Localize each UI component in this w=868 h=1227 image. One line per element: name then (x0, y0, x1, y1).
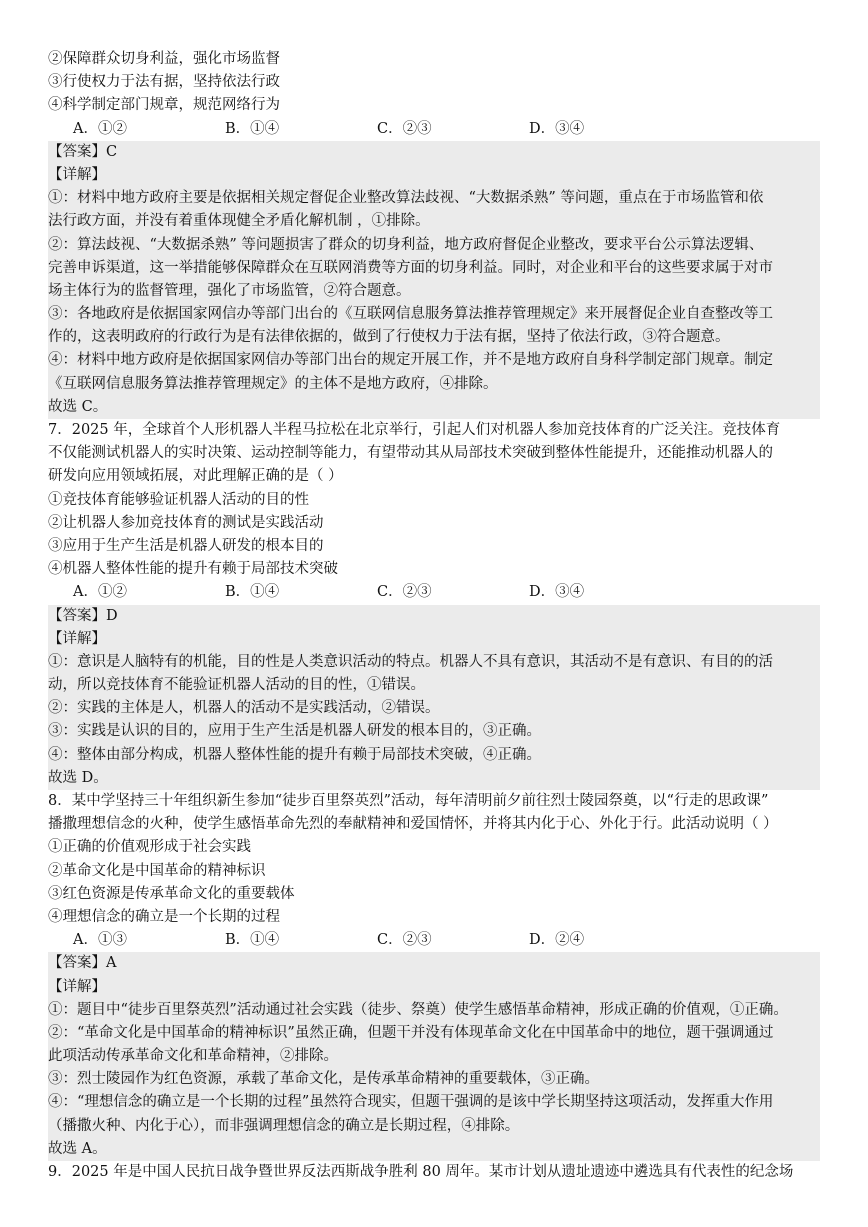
question-line: 研发向应用领域拓展，对此理解正确的是（ ） (48, 468, 343, 485)
answer-option: B．①④ (225, 932, 280, 949)
explanation-line: ②：算法歧视、“大数据杀熟” 等问题损害了群众的切身利益，地方政府督促企业整改，要求平台公示算法逻辑、 (48, 234, 820, 257)
answer-option: A．①③ (73, 932, 127, 949)
explanation-line: ③：实践是认识的目的，应用于生产生活是机器人研发的根本目的，③正确。 (48, 720, 820, 743)
answer-options (48, 118, 820, 141)
explanation-line: ④：“理想信念的确立是一个长期的过程”虽然符合现实，但题干强调的是该中学长期坚持这项活动，发挥重大作用 (48, 1091, 820, 1114)
explanation-line: 故选 D。 (48, 767, 820, 790)
explanation-line: 故选 A。 (48, 1138, 820, 1161)
explanation-line: ③：烈士陵园作为红色资源，承载了革命文化，是传承革命精神的重要载体，③正确。 (48, 1068, 820, 1091)
question-line: 7．2025 年，全球首个人形机器人半程马拉松在北京举行，引起人们对机器人参加竞技体育的广泛关注。竞技体育 (48, 422, 781, 438)
explanation-line: 【详解】 (48, 164, 820, 187)
explanation-line: 此项活动传承革命文化和革命精神，②排除。 (48, 1045, 820, 1068)
explanation-line: 法行政方面，并没有着重体现健全矛盾化解机制 ，①排除。 (48, 210, 820, 233)
question-line: ②保障群众切身利益，强化市场监督 (48, 51, 280, 67)
answer-option: A．①② (73, 120, 127, 137)
question-line: ④理想信念的确立是一个长期的过程 (48, 908, 280, 925)
explanation-line: ④：材料中地方政府是依据国家网信办等部门出台的规定开展工作，并不是地方政府自身科学制定部门规章。制定 (48, 349, 820, 372)
answer-option: D．②④ (529, 932, 585, 949)
explanation-line: 故选 C。 (48, 396, 820, 419)
answer-option: B．①④ (225, 584, 280, 601)
question-line: ③行使权力于法有据，坚持依法行政 (48, 74, 280, 91)
explanation-line: 【详解】 (48, 976, 820, 999)
answer-option: A．①② (73, 584, 127, 601)
answer-option: B．①④ (225, 120, 280, 137)
explanation-line: 完善申诉渠道，这一举措能够保障群众在互联网消费等方面的切身利益。同时，对企业和平台的这些要求属于对市 (48, 257, 820, 280)
question-line: ②革命文化是中国革命的精神标识 (48, 862, 266, 879)
explanation-line: 场主体行为的监督管理，强化了市场监管，②符合题意。 (48, 280, 820, 303)
explanation-line: 【详解】 (48, 628, 820, 651)
explanation-line: ①：题目中“徒步百里祭英烈”活动通过社会实践（徒步、祭奠）使学生感悟革命精神，形成正确的价值观，①正确。 (48, 999, 820, 1022)
explanation-line: ②：实践的主体是人，机器人的活动不是实践活动，②错误。 (48, 697, 820, 720)
question-line: ③应用于生产生活是机器人研发的根本目的 (48, 537, 324, 554)
explanation-line: ①：意识是人脑特有的机能，目的性是人类意识活动的特点。机器人不具有意识，其活动不是有意识、有目的的活 (48, 651, 820, 674)
explanation-line: 《互联网信息服务算法推荐管理规定》的主体不是地方政府，④排除。 (48, 373, 820, 396)
question-line: ④科学制定部门规章，规范网络行为 (48, 97, 280, 114)
question-line: 播撒理想信念的火种，使学生感悟革命先烈的奉献精神和爱国情怀，并将其内化于心、外化于行。此活动说明（ ） (48, 816, 778, 833)
explanation-line: 动，所以竞技体育不能验证机器人活动的目的性，①错误。 (48, 674, 820, 697)
explanation-line: 【答案】A (48, 952, 820, 975)
answer-option: C．②③ (377, 120, 432, 137)
explanation-line: 作的，这表明政府的行政行为是有法律依据的，做到了行使权力于法有据，坚持了依法行政，③符合题意。 (48, 326, 820, 349)
answer-options (48, 581, 820, 604)
explanation-line: 【答案】D (48, 605, 820, 628)
explanation-line: （播撒火种、内化于心），而非强调理想信念的确立是长期过程，④排除。 (48, 1115, 820, 1138)
question-line: ③红色资源是传承革命文化的重要载体 (48, 885, 295, 902)
explanation-line: ②：“革命文化是中国革命的精神标识”虽然正确，但题干并没有体现革命文化在中国革命中的地位，题干强调通过 (48, 1022, 820, 1045)
question-line: ①正确的价值观形成于社会实践 (48, 839, 251, 856)
explanation-line: ①：材料中地方政府主要是依据相关规定督促企业整改算法歧视、“大数据杀熟” 等问题，重点在于市场监管和依 (48, 187, 820, 210)
question-line: 不仅能测试机器人的实时决策、运动控制等能力，有望带动其从局部技术突破到整体性能提升，还能推动机器人的 (48, 445, 773, 462)
question-line: 8．某中学坚持三十年组织新生参加“徒步百里祭英烈”活动，每年清明前夕前往烈士陵园祭奠，以“行走的思政课” (48, 793, 769, 809)
question-line: ④机器人整体性能的提升有赖于局部技术突破 (48, 561, 338, 578)
answer-options (48, 929, 820, 952)
explanation-line: ③：各地政府是依据国家网信办等部门出台的《互联网信息服务算法推荐管理规定》来开展督促企业自查整改等工 (48, 303, 820, 326)
answer-option: C．②③ (377, 584, 432, 601)
question-line: ①竞技体育能够验证机器人活动的目的性 (48, 491, 309, 508)
answer-option: D．③④ (529, 120, 585, 137)
answer-option: C．②③ (377, 932, 432, 949)
answer-option: D．③④ (529, 584, 585, 601)
document-page (48, 48, 820, 1184)
question-line: ②让机器人参加竞技体育的测试是实践活动 (48, 514, 324, 531)
question-line: 9．2025 年是中国人民抗日战争暨世界反法西斯战争胜利 80 周年。某市计划从遗址遗迹中遴选具有代表性的纪念场 (48, 1164, 794, 1180)
explanation-line: ④：整体由部分构成，机器人整体性能的提升有赖于局部技术突破，④正确。 (48, 744, 820, 767)
explanation-line: 【答案】C (48, 141, 820, 164)
